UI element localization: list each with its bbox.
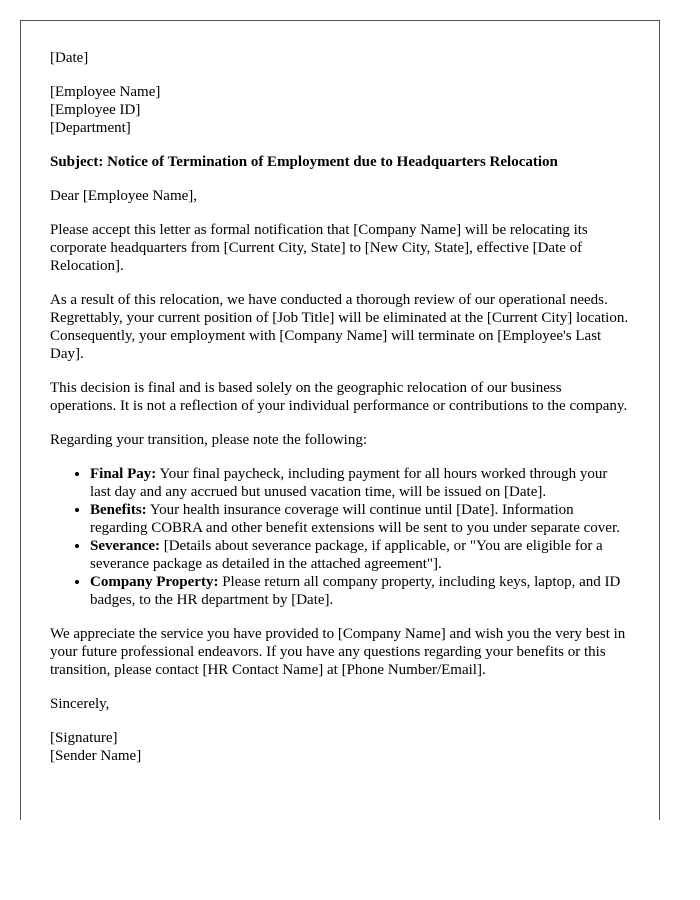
sender-name: [Sender Name] <box>50 748 142 764</box>
list-item-text: Your final paycheck, including payment for all hours worked through your last day and any accrued but unused vacation time, will be issued on [Date]. <box>90 466 608 500</box>
salutation: Dear [Employee Name], <box>50 188 198 204</box>
list-item-benefits <box>90 501 630 537</box>
signature-placeholder: [Signature] <box>50 730 118 746</box>
paragraph-position-elimination: As a result of this relocation, we have conducted a thorough review of our operational needs. Regrettably, your current position of [Job Title] will be eliminated at the [Current City] location. Consequently, your employment with [Company Name] will terminate on [Employee's Last Day]. <box>50 292 629 362</box>
paragraph-relocation-notice: Please accept this letter as formal notification that [Company Name] will be relocating its corporate headquarters from [Current City, State] to [New City, State], effective [Date of Relocation]. <box>50 222 588 274</box>
list-item-text: [Details about severance package, if applicable, or "You are eligible for a severance package as detailed in the attached agreement"]. <box>90 538 603 572</box>
list-item-text: Please return all company property, including keys, laptop, and ID badges, to the HR department by [Date]. <box>90 574 621 608</box>
signature-block <box>50 729 630 765</box>
recipient-department: [Department] <box>50 120 131 136</box>
recipient-id: [Employee ID] <box>50 102 141 118</box>
list-item-final-pay <box>90 465 630 501</box>
transition-list <box>50 465 630 609</box>
letter-date: [Date] <box>50 50 89 66</box>
letter-subject: Subject: Notice of Termination of Employment due to Headquarters Relocation <box>50 154 558 170</box>
recipient-name: [Employee Name] <box>50 84 161 100</box>
list-item-term: Company Property: <box>90 574 219 590</box>
letter-page <box>20 20 660 820</box>
paragraph-appreciation: We appreciate the service you have provided to [Company Name] and wish you the very best in your future professional endeavors. If you have any questions regarding your benefits or this transition, please contact [HR Contact Name] at [Phone Number/Email]. <box>50 626 626 678</box>
recipient-block <box>50 83 630 137</box>
list-item-term: Final Pay: <box>90 466 157 482</box>
paragraph-transition-intro: Regarding your transition, please note the following: <box>50 432 368 448</box>
list-item-company-property <box>90 573 630 609</box>
list-item-term: Severance: <box>90 538 160 554</box>
closing: Sincerely, <box>50 696 110 712</box>
list-item-text: Your health insurance coverage will continue until [Date]. Information regarding COBRA and other benefit extensions will be sent to you under separate cover. <box>90 502 620 536</box>
list-item-severance <box>90 537 630 573</box>
paragraph-decision-final: This decision is final and is based solely on the geographic relocation of our business operations. It is not a reflection of your individual performance or contributions to the company. <box>50 380 628 414</box>
list-item-term: Benefits: <box>90 502 147 518</box>
